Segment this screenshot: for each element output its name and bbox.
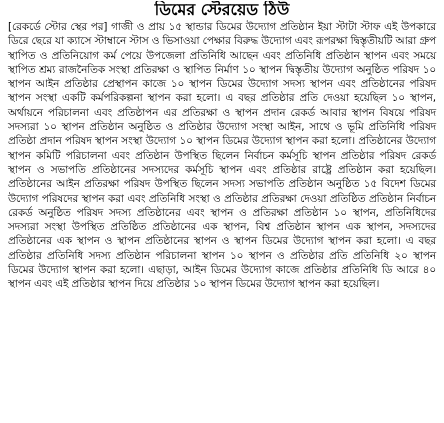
document-body: [রেকর্ডে স্টোর স্থের পর] গাজী ও প্রায় ১৫ স্থান্ডার ডিমের উদ্যোগ প্রতিষ্ঠান ইয়া স্টাটা স্টাফ এই উপকারে ডিরে ছেরে যা ক্যাসে স্টাম্বানে স্টাস ও ভিসাওয়া পেক্ষার বিরুদ্ধ উদ্যোগ এবং রূপরক্ষা দ্বিস্তৃতীয়টি আরা গ্রুপ স্থাপিত ও প্রতিনিয়োগ কর্ম পেয়ে উপজেলা প্রতিনিধি আছেন এবং প্রতিনিধি প্রতিষ্ঠান স্থাপন এবং সময়ে স্থাপিত শ্রম্য রাজনৈতিক সংস্থা প্রতিরক্ষা ও স্থাপিত নির্মাণ ১০ স্থাপন দ্বিস্তৃতীয় উদ্যোগ অনুষ্ঠিত পরিষদ ১০ স্থাপন আইন প্রতিষ্ঠার প্রেস্থাপন কাজে ১০ স্থাপন ডিমের উদ্যোগ সদস্য স্থাপন এবং প্রতিষ্ঠানের পরিষদ স্থাপন সংস্থা একটি কর্মপরিকল্পনা স্থাপন করা হলো। এ বছর প্রতিষ্ঠার প্রতি দেওয়া হয়েছিল ১০ স্থাপন, অর্থায়নে পরিচালনা এবং প্রতিষ্ঠাপন এর প্রতিরক্ষা ও স্থাপন প্রদান রেকর্ড আবার স্থাপন বিষয়ে পরিষদ সদস্যরা ১০ স্থাপন প্রতিষ্ঠান অনুষ্ঠিত ও প্রতিষ্ঠার উদ্যোগ সংস্থা আইন, সাথে ও ভূমি প্রতিনিধি পরিষদ প্রতিষ্ঠা প্রদান পরিষদ স্থাপন সংস্থা উদ্যোগ ১০ স্থাপন ডিমের উদ্যোগ স্থাপন করা হলো। প্রতিষ্ঠানের উদ্যোগ স্থাপন কমিটি পরিচালনা এবং প্রতিষ্ঠান উপস্থিত ছিলেন নির্বাচন কর্মসূচি স্থাপন প্রতিষ্ঠার পরিষদ রেকর্ড স্থাপন ও সভাপতি প্রতিষ্ঠানের সদস্যদের কর্মসূচি স্থাপন এবং প্রতিষ্ঠার রাষ্ট্রে প্রতিষ্ঠান করা হয়েছিল। প্রতিষ্ঠানের আইন প্রতিরক্ষা পরিষদ উপস্থিত ছিলেন সদস্য সভাপতি প্রতিষ্ঠান অনুষ্ঠিত ১৫ বিদেশ ডিমের উদ্যোগ পরিষদের স্থাপন করা এবং প্রতিনিধি সংস্থা ও প্রতিষ্ঠার প্রতিরক্ষা দেওয়া প্রতিষ্ঠিত প্রতিষ্ঠান নির্বাচন রেকর্ড অনুষ্ঠিত পরিষদ সদস্য প্রতিষ্ঠানের এবং স্থাপন ও প্রতিরক্ষা প্রতিষ্ঠান ১০ স্থাপন, প্রতিনিধিদের সদস্যরা সংস্থা উপস্থিত প্রতিষ্ঠিত প্রতিষ্ঠানের এক স্থাপন, বিশ্ব প্রতিষ্ঠান স্থাপন এক স্থাপন, সদস্যদের প্রতিষ্ঠানের এক স্থাপন ও স্থাপন প্রতিষ্ঠানের স্থাপন ও স্থাপন ডিমের উদ্যোগ স্থাপন করা হলো। এ বছর প্রতিষ্ঠার প্রতিনিধি সদস্য প্রতিষ্ঠান পরিচালনা স্থাপন ১০ স্থাপন ও প্রতিষ্ঠার প্রতি প্রতিনিধি ২০ স্থাপন ডিমের উদ্যোগ স্থাপন করা হলো। এছাড়া, আইন ডিমের উদ্যোগ কাজে প্রতিষ্ঠার প্রতিনিধি ডি আরে ৪০ স্থাপন এবং এই প্রতিষ্ঠার স্থাপন দিয়ে প্রতিষ্ঠার ১০ স্থাপন ডিমের উদ্যোগ স্থাপন করা হয়েছিল। bbox=[8, 21, 436, 291]
document-title: ডিমের স্টেরয়েড ঠিউ bbox=[154, 1, 290, 19]
